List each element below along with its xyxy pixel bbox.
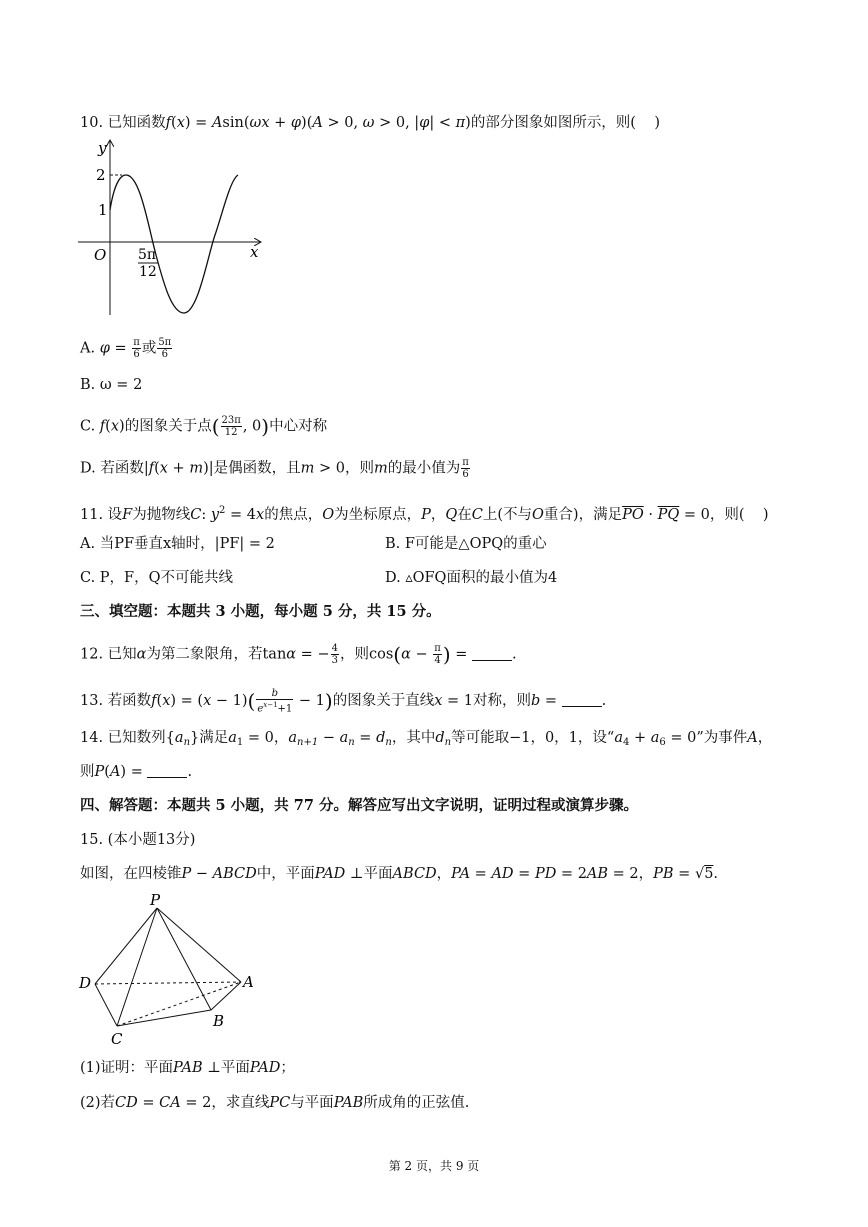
tick-5pi: 5π [138,247,157,263]
q15-head: 15. (本小题13分) [80,832,196,848]
q10-option-b: B. ω = 2 [80,377,143,393]
q11-option-d: D. ▵OFQ面积的最小值为4 [385,570,558,586]
section-3-heading: 三、填空题：本题共 3 小题，每小题 5 分，共 15 分。 [80,603,441,620]
edge-PA [157,908,241,982]
q10-option-a: A. φ = $\frac{\pi}{6}$ 或 $\frac{5\pi}{6}$ [80,337,172,360]
q10-option-d: D. 若函数|f(x + m)|是偶函数，且m > 0，则m的最小值为 $\frac{\pi}{6}$ [80,457,469,480]
section-4-heading: 四、解答题：本题共 5 小题，共 77 分。解答应写出文字说明，证明过程或演算步骤。 [80,797,638,814]
tick-12: 12 [139,264,157,280]
x-axis-label: x [250,243,259,261]
q12: 12. 已知α为第二象限角，若tanα = − $\frac{4}{3}$ ，则cos(α − $\frac{\pi}{4}$ ) = . [80,642,517,667]
label-A: A [243,973,254,991]
label-C: C [111,1030,123,1048]
q11-option-a: A. 当PF垂直x轴时，|PF| = 2 [80,536,275,552]
page-footer: 第 2 页，共 9 页 [388,1159,480,1173]
q14-line1: 14. 已知数列$\{a_n\}$满足$a_1 = 0$，$a_{n+1} - a_n = d_n$，其中$d_n$等可能取−1，0，1，设“$a_4 + a_6 = 0$”为事件A， [80,730,773,748]
edge-PC [117,908,157,1026]
origin-label: O [94,246,107,264]
q13: 13. 若函数f(x) = (x − 1)( $\frac{b}{e^{x-1}+1}$ − 1)的图象关于直线x = 1对称，则b = . [80,688,607,715]
q14-line2: 则P(A) = . [80,764,193,780]
q11-stem: 11. 设F为抛物线C: $y^2 = 4x$的焦点，O为坐标原点，P，Q在C上(不与O重合)，满足$\overline{PO} \cdot \overline{PQ} = 0$，则( ) [80,505,769,523]
q10-sine-graph [70,135,270,325]
label-B: B [213,1012,225,1030]
sine-curve [110,175,238,313]
q11-option-c: C. P，F，Q不可能共线 [80,570,233,586]
edge-PD [95,908,157,984]
edge-DA-hidden [95,982,241,984]
edge-BA [211,982,241,1010]
q15-pyramid-figure [75,890,265,1050]
label-D: D [79,974,92,992]
y-axis-label: y [98,139,107,157]
q10-stem: 10. 已知函数f(x) = Asin(ωx + φ)(A > 0, ω > 0, |φ| < π)的部分图象如图所示，则( ) [80,115,661,131]
label-P: P [150,891,161,909]
edge-PB [157,908,211,1010]
tick-1: 1 [98,201,108,219]
q15-part1: (1)证明：平面PAB ⊥平面PAD； [80,1060,295,1076]
tick-2: 2 [96,166,106,184]
q11-option-b: B. F可能是△OPQ的重心 [385,536,547,552]
q10-option-c: C. f(x)的图象关于点( $\frac{23\pi}{12}$ , 0)中心对称 [80,414,328,439]
edge-DC [95,984,117,1026]
q15-stem: 如图，在四棱锥P − ABCD中，平面PAD ⊥平面ABCD，PA = AD = PD = 2AB = 2，PB = √5. [80,866,719,882]
q15-part2: (2)若CD = CA = 2，求直线PC与平面PAB所成角的正弦值. [80,1095,470,1111]
edge-CB [117,1010,211,1026]
